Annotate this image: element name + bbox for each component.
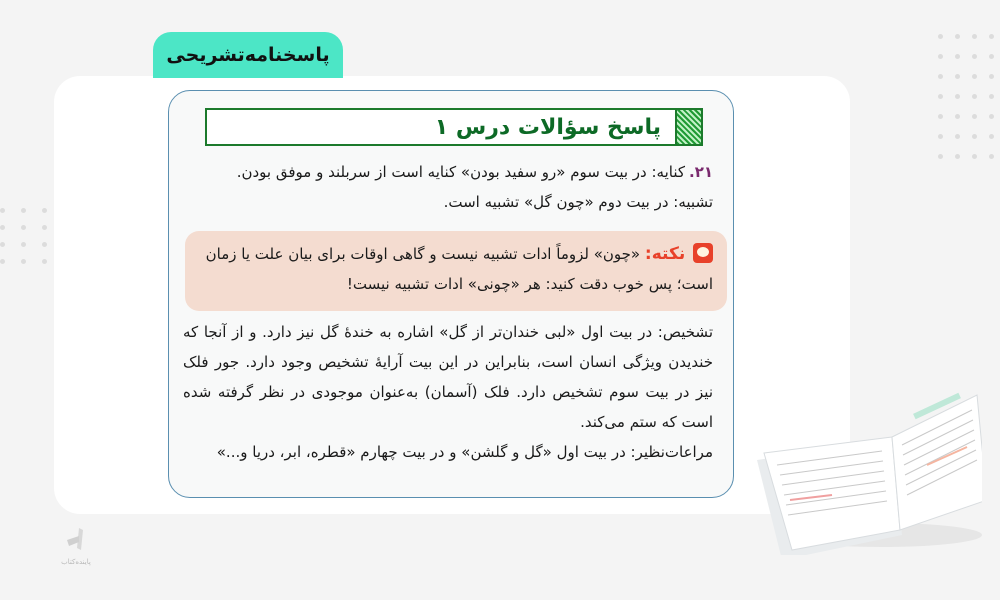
answer-line-moraat: مراعات‌نظیر: در بیت اول «گل و گلشن» و در بیت چهارم «قطره، ابر، دریا و...» bbox=[216, 443, 713, 461]
publisher-logo bbox=[56, 528, 96, 574]
answer-line-tashbih: تشبیه: در بیت دوم «چون گل» تشبیه است. bbox=[443, 193, 713, 211]
book-page-excerpt bbox=[168, 90, 734, 498]
answer-block-2 bbox=[183, 317, 713, 467]
decorative-dot-grid-left bbox=[0, 208, 47, 264]
hatch-decoration bbox=[675, 110, 701, 144]
logo-text: پاینده‌کتاب bbox=[61, 558, 91, 566]
lesson-title-box bbox=[205, 108, 703, 146]
decorative-dot-grid-right bbox=[938, 34, 994, 159]
answer-line-kenayeh: کنایه: در بیت سوم «رو سفید بودن» کنایه است از سربلند و موفق بودن. bbox=[236, 163, 685, 181]
speech-bubble-icon bbox=[693, 243, 713, 263]
answer-block-1 bbox=[183, 157, 713, 217]
answer-paragraph-tashkhis: تشخیص: در بیت اول «لبی خندان‌تر از گل» اشاره به خندهٔ گل نیز دارد. و از آنجا که خندیدن ویژگی انسان است، بنابراین در این بیت آرایهٔ تشخیص وجود دارد. جور فلک نیز در بیت سوم تشخیص دارد. فلک (آسمان) به‌عنوان موجودی در نظر گرفته شده است که ستم می‌کند. bbox=[183, 323, 713, 431]
note-text: «چون» لزوماً ادات تشبیه نیست و گاهی اوقات برای بیان علت یا زمان است؛ پس خوب دقت کنید: هر «چونی» ادات تشبیه نیست! bbox=[205, 245, 713, 293]
logo-mark-icon bbox=[65, 528, 87, 554]
note-label: نکته: bbox=[644, 244, 686, 264]
question-number: ۲۱. bbox=[688, 163, 713, 181]
lesson-title: پاسخ سؤالات درس ۱ bbox=[434, 114, 661, 140]
note-box bbox=[185, 231, 727, 311]
answer-key-badge bbox=[153, 32, 343, 78]
badge-label: پاسخنامه‌تشریحی bbox=[166, 44, 330, 66]
open-book-illustration bbox=[752, 385, 982, 555]
